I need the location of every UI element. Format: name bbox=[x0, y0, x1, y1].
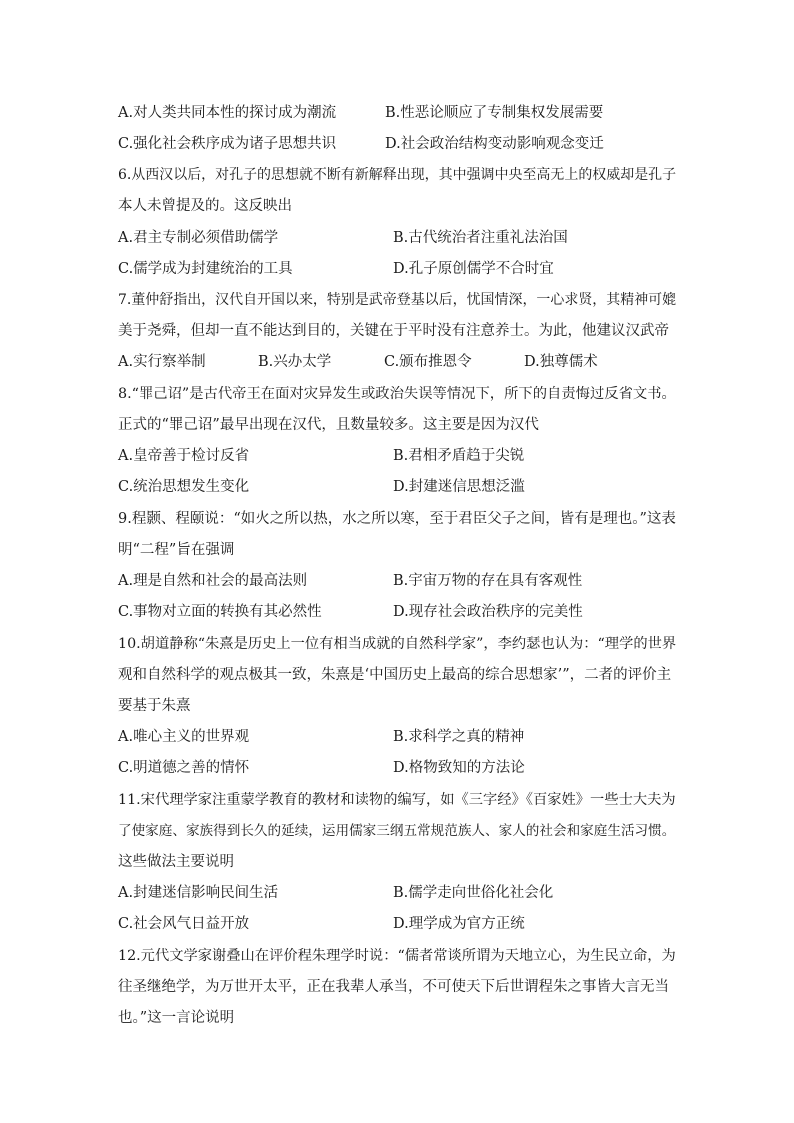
q9-option-c[interactable]: C.事物对立面的转换有其必然性 bbox=[118, 604, 322, 620]
q11-stem-line-2: 了使家庭、家族得到长久的延续，运用儒家三纲五常规范族人、家人的社会和家庭生活习惯。 bbox=[118, 823, 676, 839]
q9-option-d[interactable]: D.现存社会政治秩序的完美性 bbox=[393, 604, 583, 620]
q6-option-c[interactable]: C.儒学成为封建统治的工具 bbox=[118, 261, 293, 277]
q11-stem-line-3: 这些做法主要说明 bbox=[118, 854, 234, 870]
q5-option-d[interactable]: D.社会政治结构变动影响观念变迁 bbox=[385, 136, 604, 152]
q5-option-b[interactable]: B.性恶论顺应了专制集权发展需要 bbox=[385, 105, 604, 121]
q10-option-d[interactable]: D.格物致知的方法论 bbox=[393, 760, 525, 776]
q11-stem-line-1: 11.宋代理学家注重蒙学教育的教材和读物的编写，如《三字经》《百家姓》一些士大夫为 bbox=[118, 792, 676, 808]
q6-stem-line-1: 6.从西汉以后，对孔子的思想就不断有新解释出现，其中强调中央至高无上的权威却是孔子 bbox=[118, 167, 677, 183]
q7-option-a[interactable]: A.实行察举制 bbox=[118, 354, 206, 370]
q10-option-b[interactable]: B.求科学之真的精神 bbox=[393, 729, 525, 745]
q7-stem-line-2: 美于尧舜，但却一直不能达到目的，关键在于平时没有注意养士。为此，他建议汉武帝 bbox=[118, 323, 669, 339]
q6-option-a[interactable]: A.君主专制必须借助儒学 bbox=[118, 230, 279, 246]
q7-stem-line-1: 7.董仲舒指出，汉代自开国以来，特别是武帝登基以后，忧国情深，一心求贤，其精神可媲 bbox=[118, 292, 677, 308]
q8-option-d[interactable]: D.封建迷信思想泛滥 bbox=[393, 479, 525, 495]
q10-stem-line-2: 观和自然科学的观点极其一致，朱熹是‘中国历史上最高的综合思想家’”，二者的评价主 bbox=[118, 667, 672, 683]
q9-stem-line-1: 9.程颢、程颐说：“如火之所以热，水之所以寒，至于君臣父子之间，皆有是理也。”这表 bbox=[118, 511, 676, 527]
q10-option-c[interactable]: C.明道德之善的情怀 bbox=[118, 760, 250, 776]
q7-option-d[interactable]: D.独尊儒术 bbox=[524, 354, 598, 370]
q10-stem-line-3: 要基于朱熹 bbox=[118, 698, 191, 714]
q11-option-a[interactable]: A.封建迷信影响民间生活 bbox=[118, 885, 279, 901]
q9-stem-line-2: 明“二程”旨在强调 bbox=[118, 542, 235, 558]
q10-stem-line-1: 10.胡道静称“朱熹是历史上一位有相当成就的自然科学家”，李约瑟也认为：“理学的世界 bbox=[118, 636, 677, 652]
q12-stem-line-3: 也。”这一言论说明 bbox=[118, 1010, 235, 1026]
q11-option-d[interactable]: D.理学成为官方正统 bbox=[393, 916, 525, 932]
q7-option-b[interactable]: B.兴办太学 bbox=[258, 354, 332, 370]
q12-stem-line-2: 往圣继绝学，为万世开太平，正在我辈人承当，不可使天下后世谓程朱之事皆大言无当 bbox=[118, 979, 669, 995]
q11-option-c[interactable]: C.社会风气日益开放 bbox=[118, 916, 250, 932]
q9-option-a[interactable]: A.理是自然和社会的最高法则 bbox=[118, 573, 308, 589]
q6-stem-line-2: 本人未曾提及的。这反映出 bbox=[118, 198, 292, 214]
q8-stem-line-2: 正式的“罪己诏”最早出现在汉代，且数量较多。这主要是因为汉代 bbox=[118, 417, 539, 433]
q6-option-d[interactable]: D.孔子原创儒学不合时宜 bbox=[393, 261, 554, 277]
q11-option-b[interactable]: B.儒学走向世俗化社会化 bbox=[393, 885, 554, 901]
q8-stem-line-1: 8.“罪己诏”是古代帝王在面对灾异发生或政治失误等情况下，所下的自责悔过反省文书。 bbox=[118, 386, 676, 402]
q8-option-b[interactable]: B.君相矛盾趋于尖锐 bbox=[393, 448, 525, 464]
q10-option-a[interactable]: A.唯心主义的世界观 bbox=[118, 729, 250, 745]
q7-option-c[interactable]: C.颁布推恩令 bbox=[384, 354, 472, 370]
q6-option-b[interactable]: B.古代统治者注重礼法治国 bbox=[393, 230, 568, 246]
q5-option-c[interactable]: C.强化社会秩序成为诸子思想共识 bbox=[118, 136, 337, 152]
q5-option-a[interactable]: A.对人类共同本性的探讨成为潮流 bbox=[118, 105, 337, 121]
q8-option-a[interactable]: A.皇帝善于检讨反省 bbox=[118, 448, 250, 464]
q8-option-c[interactable]: C.统治思想发生变化 bbox=[118, 479, 250, 495]
q12-stem-line-1: 12.元代文学家谢叠山在评价程朱理学时说：“儒者常谈所谓为天地立心，为生民立命，为 bbox=[118, 948, 676, 964]
q9-option-b[interactable]: B.宇宙万物的存在具有客观性 bbox=[393, 573, 583, 589]
